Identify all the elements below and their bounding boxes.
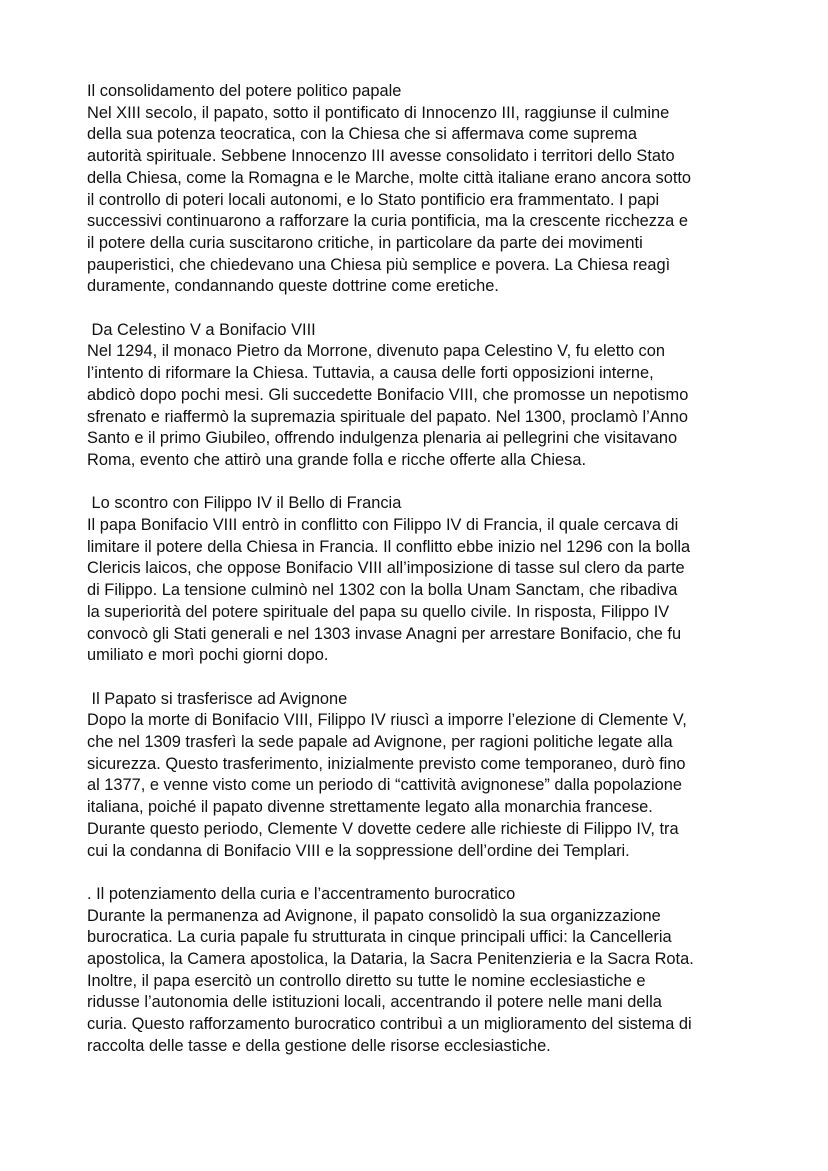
section (87, 320, 694, 472)
paragraph-line: convocò gli Stati generali e nel 1303 invase Anagni per arrestare Bonifacio, che fu (87, 624, 682, 643)
section-heading: Da Celestino V a Bonifacio VIII (87, 320, 316, 339)
paragraph-line: Nel 1294, il monaco Pietro da Morrone, divenuto papa Celestino V, fu eletto con (87, 342, 665, 361)
paragraph-line: limitare il potere della Chiesa in Francia. Il conflitto ebbe inizio nel 1296 con la bolla (87, 537, 691, 556)
paragraph-line: Clericis laicos, che oppose Bonifacio VIII all’imposizione di tasse sul clero da parte (87, 559, 685, 578)
paragraph-line: Durante questo periodo, Clemente V dovette cedere alle richieste di Filippo IV, tra (87, 819, 679, 838)
paragraph-line: Inoltre, il papa esercitò un controllo diretto su tutte le nomine ecclesiastiche e (87, 971, 646, 990)
section-heading: Il Papato si trasferisce ad Avignone (87, 689, 348, 708)
section (87, 81, 694, 298)
section (87, 884, 694, 1058)
paragraph-line: la superiorità del potere spirituale del papa su quello civile. In risposta, Filippo IV (87, 602, 670, 621)
paragraph-line: sicurezza. Questo trasferimento, inizialmente previsto come temporaneo, durò fino (87, 754, 686, 773)
paragraph-line: apostolica, la Camera apostolica, la Dataria, la Sacra Penitenzieria e la Sacra Rota. (87, 950, 694, 969)
paragraph-line: sfrenato e riaffermò la supremazia spirituale del papato. Nel 1300, proclamò l’Anno (87, 407, 689, 426)
paragraph-line: Il papa Bonifacio VIII entrò in conflitto con Filippo IV di Francia, il quale cercava di (87, 516, 679, 535)
paragraph-line: autorità spirituale. Sebbene Innocenzo III avesse consolidato i territori dello Stato (87, 147, 675, 166)
paragraph-line: abdicò dopo pochi mesi. Gli succedette Bonifacio VIII, che promosse un nepotismo (87, 385, 689, 404)
paragraph-line: pauperistici, che chiedevano una Chiesa più semplice e povera. La Chiesa reagì (87, 255, 671, 274)
paragraph-line: Roma, evento che attirò una grande folla e ricche offerte alla Chiesa. (87, 450, 586, 469)
paragraph-line: raccolta delle tasse e della gestione delle risorse ecclesiastiche. (87, 1036, 551, 1055)
paragraph-line: Santo e il primo Giubileo, offrendo indulgenza plenaria ai pellegrini che visitavano (87, 429, 678, 448)
document-page (87, 81, 694, 1079)
paragraph-line: che nel 1309 trasferì la sede papale ad Avignone, per ragioni politiche legate alla (87, 733, 673, 752)
paragraph-line: cui la condanna di Bonifacio VIII e la soppressione dell’ordine dei Templari. (87, 841, 630, 860)
section (87, 689, 694, 863)
paragraph-line: il potere della curia suscitarono critiche, in particolare da parte dei movimenti (87, 233, 643, 252)
paragraph-line: umiliato e morì pochi giorni dopo. (87, 646, 329, 665)
paragraph-line: italiana, poiché il papato divenne strettamente legato alla monarchia francese. (87, 798, 653, 817)
section-heading: . Il potenziamento della curia e l’accentramento burocratico (87, 884, 516, 903)
paragraph-line: curia. Questo rafforzamento burocratico contribuì a un miglioramento del sistema di (87, 1015, 692, 1034)
paragraph-line: l’intento di riformare la Chiesa. Tuttavia, a causa delle forti opposizioni interne, (87, 364, 654, 383)
paragraph-line: Dopo la morte di Bonifacio VIII, Filippo IV riuscì a imporre l’elezione di Clemente V, (87, 711, 687, 730)
paragraph-line: di Filippo. La tensione culminò nel 1302 con la bolla Unam Sanctam, che ribadiva (87, 581, 678, 600)
section-heading: Lo scontro con Filippo IV il Bello di Francia (87, 494, 402, 513)
paragraph-line: della sua potenza teocratica, con la Chiesa che si affermava come suprema (87, 125, 637, 144)
paragraph-line: Nel XIII secolo, il papato, sotto il pontificato di Innocenzo III, raggiunse il culmine (87, 103, 670, 122)
paragraph-line: successivi continuarono a rafforzare la curia pontificia, ma la crescente ricchezza e (87, 212, 688, 231)
paragraph-line: della Chiesa, come la Romagna e le Marche, molte città italiane erano ancora sotto (87, 168, 692, 187)
paragraph-line: duramente, condannando queste dottrine come eretiche. (87, 277, 499, 296)
section (87, 493, 694, 667)
paragraph-line: al 1377, e venne visto come un periodo di “cattività avignonese” dalla popolazione (87, 776, 683, 795)
section-heading: Il consolidamento del potere politico papale (87, 82, 402, 100)
paragraph-line: burocratica. La curia papale fu strutturata in cinque principali uffici: la Cancelleria (87, 928, 672, 947)
paragraph-line: Durante la permanenza ad Avignone, il papato consolidò la sua organizzazione (87, 906, 661, 925)
paragraph-line: il controllo di poteri locali autonomi, e lo Stato pontificio era frammentato. I papi (87, 190, 660, 209)
paragraph-line: ridusse l’autonomia delle istituzioni locali, accentrando il potere nelle mani della (87, 993, 662, 1012)
